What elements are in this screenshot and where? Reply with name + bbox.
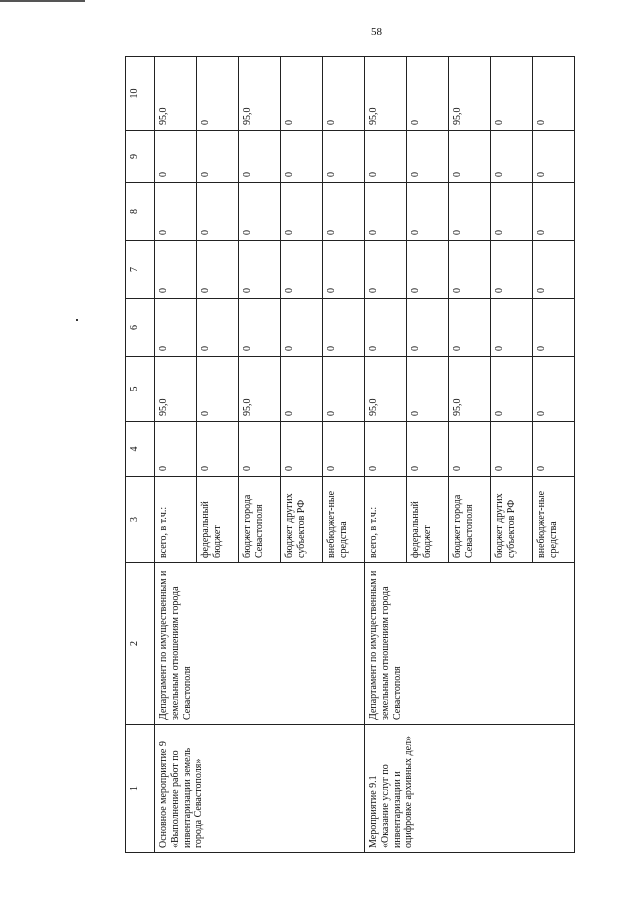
value-cell: 0: [155, 183, 197, 241]
table-row: [155, 57, 197, 853]
funding-source-cell: федеральный бюджет: [407, 477, 449, 563]
value-cell: 0: [449, 241, 491, 299]
funding-source-cell: внебюджет-ные средства: [323, 477, 365, 563]
funding-source-cell: всего, в т.ч.:: [365, 477, 407, 563]
value-cell: 0: [197, 57, 239, 131]
value-cell: 0: [533, 422, 575, 477]
value-cell: 0: [533, 357, 575, 422]
header-cell: 5: [126, 357, 155, 422]
funding-source-cell: бюджет других субъектов РФ: [281, 477, 323, 563]
value-cell: 0: [365, 183, 407, 241]
value-cell: 95,0: [239, 357, 281, 422]
value-cell: 0: [491, 183, 533, 241]
value-cell: 0: [197, 241, 239, 299]
value-cell: 95,0: [365, 357, 407, 422]
funding-source-cell: бюджет города Севастополя: [239, 477, 281, 563]
table-body: [126, 57, 575, 853]
header-cell: 9: [126, 131, 155, 183]
value-cell: 0: [239, 183, 281, 241]
value-cell: 0: [323, 357, 365, 422]
value-cell: 0: [155, 131, 197, 183]
value-cell: 0: [533, 57, 575, 131]
value-cell: 0: [281, 183, 323, 241]
value-cell: 0: [197, 422, 239, 477]
header-cell: 8: [126, 183, 155, 241]
value-cell: 0: [365, 422, 407, 477]
value-cell: 95,0: [365, 57, 407, 131]
value-cell: 0: [407, 299, 449, 357]
value-cell: 0: [197, 183, 239, 241]
header-cell: 4: [126, 422, 155, 477]
value-cell: 0: [491, 241, 533, 299]
executor-cell: Департамент по имущественным и земельным отношениям города Севастополя: [365, 563, 575, 725]
value-cell: 0: [407, 422, 449, 477]
value-cell: 0: [407, 357, 449, 422]
value-cell: 0: [533, 241, 575, 299]
value-cell: 0: [491, 57, 533, 131]
funding-source-cell: всего, в т.ч.:: [155, 477, 197, 563]
value-cell: 0: [449, 422, 491, 477]
value-cell: 0: [533, 183, 575, 241]
value-cell: 0: [323, 57, 365, 131]
event-cell: Мероприятие 9.1 «Оказание услуг по инвентаризации и оцифровке архивных дел»: [365, 725, 575, 853]
table-row: [365, 57, 407, 853]
funding-source-cell: внебюджет-ные средства: [533, 477, 575, 563]
value-cell: 0: [491, 357, 533, 422]
rotated-table-wrapper: [125, 57, 595, 853]
value-cell: 0: [197, 299, 239, 357]
value-cell: 0: [281, 57, 323, 131]
value-cell: 95,0: [155, 57, 197, 131]
value-cell: 0: [365, 131, 407, 183]
executor-cell: Департамент по имущественным и земельным отношениям города Севастополя: [155, 563, 365, 725]
value-cell: 95,0: [239, 57, 281, 131]
header-cell: 2: [126, 563, 155, 725]
value-cell: 0: [323, 241, 365, 299]
funding-source-cell: бюджет города Севастополя: [449, 477, 491, 563]
value-cell: 0: [155, 241, 197, 299]
value-cell: 0: [365, 299, 407, 357]
value-cell: 0: [323, 422, 365, 477]
value-cell: 95,0: [155, 357, 197, 422]
value-cell: 0: [491, 131, 533, 183]
value-cell: 0: [407, 241, 449, 299]
value-cell: 0: [281, 357, 323, 422]
value-cell: 0: [239, 241, 281, 299]
header-cell: 1: [126, 725, 155, 853]
value-cell: 0: [365, 241, 407, 299]
header-cell: 7: [126, 241, 155, 299]
header-cell: 3: [126, 477, 155, 563]
header-cell: 6: [126, 299, 155, 357]
value-cell: 0: [281, 299, 323, 357]
page-number: 58: [371, 26, 382, 38]
value-cell: 0: [449, 299, 491, 357]
top-rule: [0, 0, 85, 2]
value-cell: 95,0: [449, 57, 491, 131]
value-cell: 0: [197, 131, 239, 183]
value-cell: 0: [281, 422, 323, 477]
value-cell: 0: [281, 241, 323, 299]
value-cell: 0: [323, 183, 365, 241]
value-cell: 0: [449, 183, 491, 241]
value-cell: 0: [239, 131, 281, 183]
header-row: [126, 57, 155, 853]
funding-source-cell: федеральный бюджет: [197, 477, 239, 563]
value-cell: 0: [323, 299, 365, 357]
funding-source-cell: бюджет других субъектов РФ: [491, 477, 533, 563]
value-cell: 0: [407, 131, 449, 183]
value-cell: 0: [281, 131, 323, 183]
value-cell: 0: [449, 131, 491, 183]
event-cell: Основное мероприятие 9 «Выполнение работ по инвентаризации земель города Севастополя»: [155, 725, 365, 853]
value-cell: 0: [533, 299, 575, 357]
value-cell: 0: [491, 422, 533, 477]
value-cell: 0: [239, 422, 281, 477]
value-cell: 0: [491, 299, 533, 357]
value-cell: 0: [407, 57, 449, 131]
value-cell: 0: [323, 131, 365, 183]
value-cell: 0: [407, 183, 449, 241]
scan-dot: [76, 319, 78, 321]
value-cell: 0: [155, 422, 197, 477]
funding-table: [125, 56, 575, 853]
value-cell: 0: [533, 131, 575, 183]
value-cell: 95,0: [449, 357, 491, 422]
value-cell: 0: [197, 357, 239, 422]
value-cell: 0: [239, 299, 281, 357]
value-cell: 0: [155, 299, 197, 357]
header-cell: 10: [126, 57, 155, 131]
